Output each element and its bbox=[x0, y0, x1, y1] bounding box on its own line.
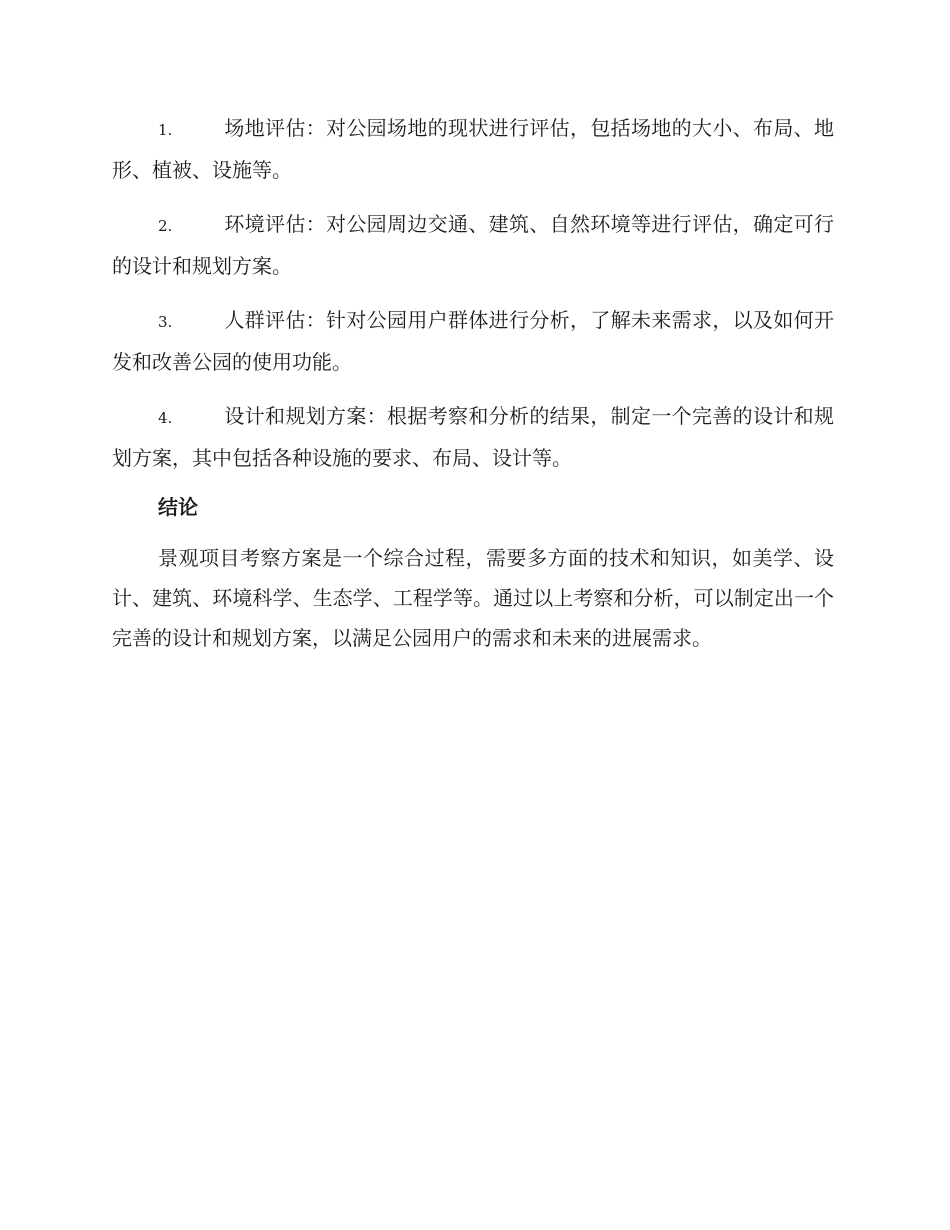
list-item-site-assessment bbox=[112, 108, 834, 190]
list-item-text: 环境评估：对公园周边交通、建筑、自然环境等进行评估，确定可行的设计和规划方案。 bbox=[112, 212, 834, 278]
conclusion-paragraph: 景观项目考察方案是一个综合过程，需要多方面的技术和知识，如美学、设计、建筑、环境科学、生态学、工程学等。通过以上考察和分析，可以制定出一个完善的设计和规划方案，以满足公园用户的需求和未来的进展需求。 bbox=[112, 546, 834, 650]
list-item-crowd-assessment bbox=[112, 300, 834, 382]
list-number: 4. bbox=[158, 409, 173, 427]
list-item-text: 场地评估：对公园场地的现状进行评估，包括场地的大小、布局、地形、植被、设施等。 bbox=[112, 116, 834, 182]
conclusion-heading: 结论 bbox=[158, 495, 198, 519]
list-item-environment-assessment bbox=[112, 204, 834, 286]
list-number: 3. bbox=[158, 313, 173, 331]
list-item-text: 人群评估：针对公园用户群体进行分析，了解未来需求，以及如何开发和改善公园的使用功能。 bbox=[112, 308, 834, 374]
list-number: 1. bbox=[158, 121, 173, 139]
list-item-design-plan bbox=[112, 396, 834, 478]
list-number: 2. bbox=[158, 217, 173, 235]
list-item-text: 设计和规划方案：根据考察和分析的结果，制定一个完善的设计和规划方案，其中包括各种设施的要求、布局、设计等。 bbox=[112, 404, 834, 470]
document-page bbox=[112, 108, 834, 658]
